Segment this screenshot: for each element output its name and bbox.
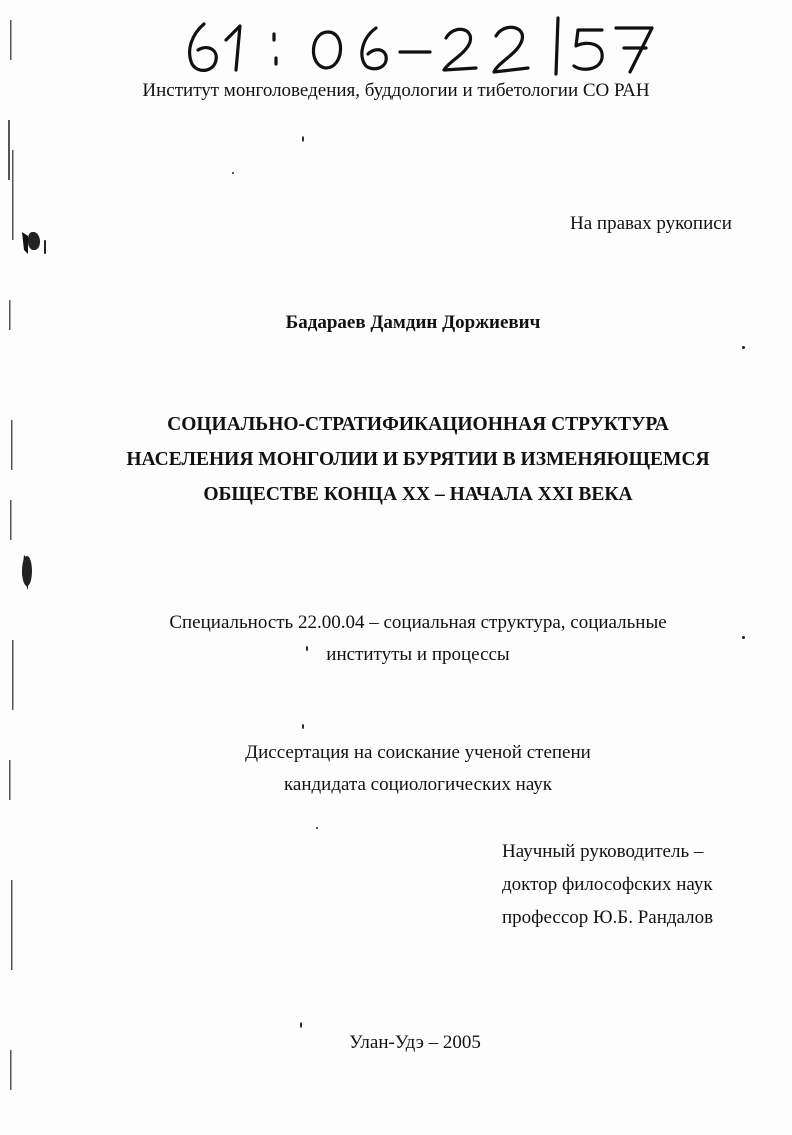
handwritten-archive-code bbox=[178, 10, 658, 76]
supervisor-line: доктор философских наук bbox=[502, 874, 713, 895]
author-name: Бадараев Дамдин Доржиевич bbox=[285, 312, 541, 333]
ink-blot bbox=[28, 232, 40, 250]
ink-mark bbox=[44, 240, 46, 254]
supervisor-block bbox=[502, 835, 713, 934]
degree-line: кандидата социологических наук bbox=[283, 774, 553, 795]
degree-line: Диссертация на соискание ученой степени bbox=[245, 742, 591, 763]
specialty-line: институты и процессы bbox=[326, 644, 510, 665]
title-line: ОБЩЕСТВЕ КОНЦА XX – НАЧАЛА XXI ВЕКА bbox=[203, 484, 633, 505]
ink-blot bbox=[22, 556, 32, 586]
specialty-line: Специальность 22.00.04 – социальная структура, социальные bbox=[169, 612, 667, 633]
title-line: НАСЕЛЕНИЯ МОНГОЛИИ И БУРЯТИИ В ИЗМЕНЯЮЩЕМСЯ bbox=[126, 449, 710, 470]
scan-speck bbox=[742, 346, 745, 349]
city-year: Улан-Удэ – 2005 bbox=[349, 1032, 481, 1053]
scan-speck bbox=[302, 724, 304, 729]
scan-speck bbox=[300, 1022, 302, 1028]
degree-block bbox=[0, 737, 792, 801]
scan-speck bbox=[302, 136, 304, 142]
dissertation-title bbox=[0, 407, 792, 512]
scan-speck bbox=[306, 646, 308, 651]
scan-speck bbox=[742, 636, 745, 639]
manuscript-rights-note: На правах рукописи bbox=[570, 213, 732, 234]
supervisor-line: профессор Ю.Б. Рандалов bbox=[502, 907, 714, 928]
title-line: СОЦИАЛЬНО-СТРАТИФИКАЦИОННАЯ СТРУКТУРА bbox=[167, 414, 669, 435]
institute-name: Институт монголоведения, буддологии и тибетологии СО РАН bbox=[142, 80, 650, 101]
supervisor-line: Научный руководитель – bbox=[502, 841, 704, 862]
scan-speck bbox=[232, 172, 234, 174]
scan-speck bbox=[316, 827, 318, 829]
specialty-block bbox=[0, 607, 792, 671]
